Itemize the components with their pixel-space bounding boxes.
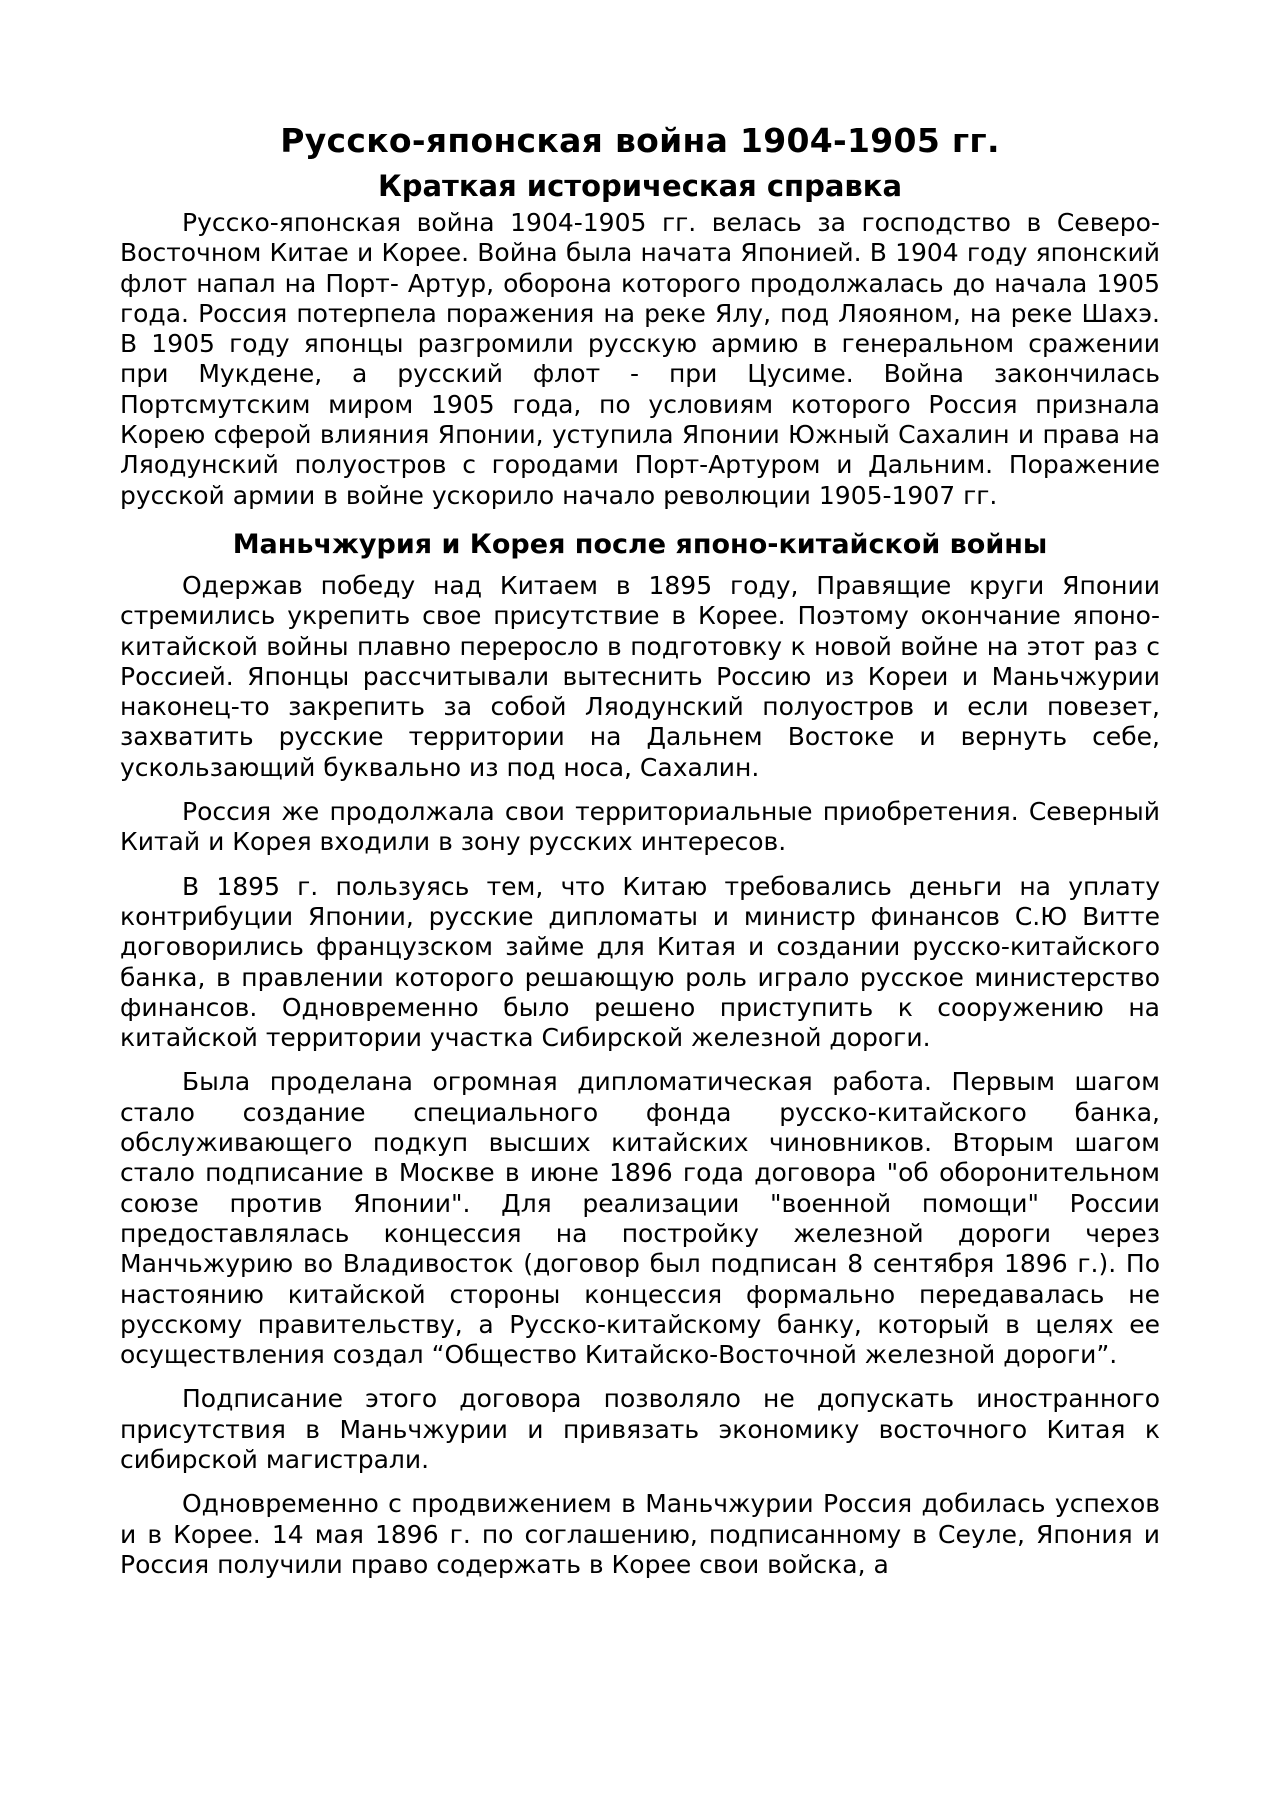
- document-body: [120, 118, 1160, 1594]
- section-paragraph: Одержав победу над Китаем в 1895 году, Правящие круги Японии стремились укрепить свое присутствие в Корее. Поэтому окончание японо-китайской войны плавно переросло в подготовку к новой войне на этот раз с Россией. Японцы рассчитывали вытеснить Россию из Кореи и Маньчжурии наконец-то закрепить за собой Ляодунский полуостров и если повезет, захватить русские территории на Дальнем Востоке и вернуть себе, ускользающий буквально из под носа, Сахалин.: [120, 570, 1160, 782]
- section-paragraph: Одновременно с продвижением в Маньчжурии Россия добилась успехов и в Корее. 14 мая 1896 г. по соглашению, подписанному в Сеуле, Япония и Россия получили право содержать в Корее свои войска, а: [120, 1489, 1160, 1579]
- section-paragraph: Подписание этого договора позволяло не допускать иностранного присутствия в Маньчжурии и привязать экономику восточного Китая к сибирской магистрали.: [120, 1384, 1160, 1474]
- section-heading: Маньчжурия и Корея после японо-китайской войны: [232, 528, 1048, 560]
- section-paragraph: В 1895 г. пользуясь тем, что Китаю требовались деньги на уплату контрибуции Японии, русские дипломаты и министр финансов С.Ю Витте договорились французском займе для Китая и создании русско-китайского банка, в правлении которого решающую роль играло русское министерство финансов. Одновременно было решено приступить к сооружению на китайской территории участка Сибирской железной дороги.: [120, 871, 1160, 1053]
- section-paragraph: Была проделана огромная дипломатическая работа. Первым шагом стало создание специального фонда русско-китайского банка, обслуживающего подкуп высших китайских чиновников. Вторым шагом стало подписание в Москве в июне 1896 года договора "об оборонительном союзе против Японии". Для реализации "военной помощи" России предоставлялась концессия на постройку железной дороги через Манчьжурию во Владивосток (договор был подписан 8 сентября 1896 г.). По настоянию китайской стороны концессия формально передавалась не русскому правительству, а Русско-китайскому банку, который в целях ее осуществления создал “Общество Китайско-Восточной железной дороги”.: [120, 1067, 1160, 1370]
- section-paragraph: Россия же продолжала свои территориальные приобретения. Северный Китай и Корея входили в зону русских интересов.: [120, 797, 1160, 857]
- document-subtitle: Краткая историческая справка: [377, 169, 903, 203]
- document-title: Русско-японская война 1904-1905 гг.: [280, 121, 1000, 160]
- intro-paragraph: Русско-японская война 1904-1905 гг. велась за господство в Северо-Восточном Китае и Корее. Война была начата Японией. В 1904 году японский флот напал на Порт- Артур, оборона которого продолжалась до начала 1905 года. Россия потерпела поражения на реке Ялу, под Ляояном, на реке Шахэ. В 1905 году японцы разгромили русскую армию в генеральном сражении при Мукдене, а русский флот - при Цусиме. Война закончилась Портсмутским миром 1905 года, по условиям которого Россия признала Корею сферой влияния Японии, уступила Японии Южный Сахалин и права на Ляодунский полуостров с городами Порт-Артуром и Дальним. Поражение русской армии в войне ускорило начало революции 1905-1907 гг.: [120, 208, 1160, 510]
